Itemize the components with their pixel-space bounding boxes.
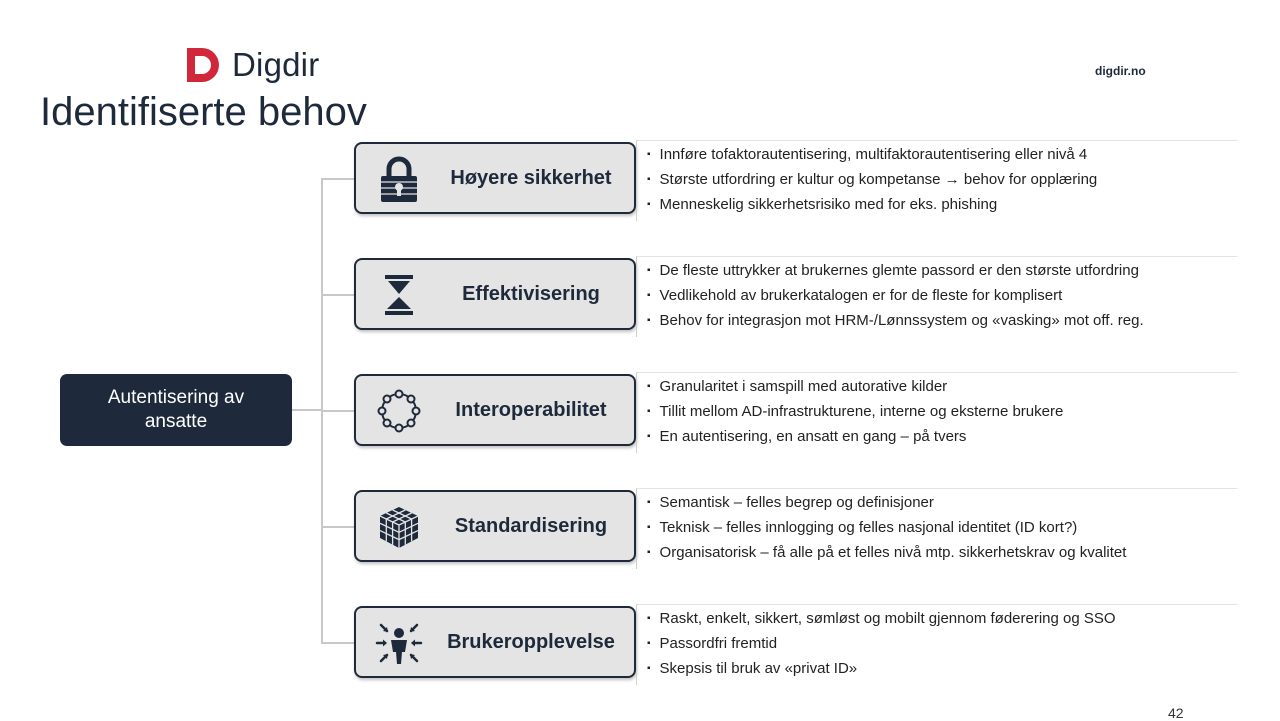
bullet-list-brukeropplevelse	[636, 604, 1237, 685]
digdir-logo	[184, 45, 319, 85]
bullet-item: ▪ Teknisk – felles innlogging og felles nasjonal identitet (ID kort?)	[647, 519, 1077, 536]
bullet-item: ▪ Menneskelig sikkerhetsrisiko med for eks. phishing	[647, 196, 997, 213]
connector-branch-2	[321, 294, 354, 296]
category-effektivisering	[354, 258, 636, 330]
connector-branch-1	[321, 178, 354, 180]
connector-branch-5	[321, 642, 354, 644]
bullet-item: ▪ En autentisering, en ansatt en gang – på tvers	[647, 428, 966, 445]
connector-root-horizontal	[292, 409, 322, 411]
root-node	[60, 374, 292, 446]
bullet-item: ▪ Organisatorisk – få alle på et felles nivå mtp. sikkerhetskrav og kvalitet	[647, 544, 1126, 561]
bullet-list-effektivisering	[636, 256, 1237, 337]
bullet-list-hoyere-sikkerhet	[636, 140, 1237, 221]
bullet-item: ▪ Vedlikehold av brukerkatalogen er for de fleste for komplisert	[647, 287, 1062, 304]
padlock-icon	[374, 154, 424, 204]
bullet-item: ▪ Passordfri fremtid	[647, 635, 777, 652]
hourglass-icon	[374, 270, 424, 320]
category-label: Interoperabilitet	[455, 398, 607, 421]
bullet-item: ▪ Skepsis til bruk av «privat ID»	[647, 660, 857, 677]
connector-branch-3	[321, 410, 354, 412]
bullet-item: ▪ Granularitet i samspill med autorative kilder	[647, 378, 947, 395]
root-label-line2: ansatte	[144, 411, 208, 432]
bullet-item: ▪ Semantisk – felles begrep og definisjoner	[647, 494, 934, 511]
digdir-d-mark-icon	[184, 46, 222, 84]
site-url: digdir.no	[1095, 64, 1146, 78]
bullet-item: ▪ Behov for integrasjon mot HRM-/Lønnssystem og «vasking» mot off. reg.	[647, 312, 1144, 329]
network-ring-icon	[374, 386, 424, 436]
brand-name: Digdir	[232, 46, 320, 83]
category-label: Standardisering	[454, 514, 608, 537]
bullet-list-standardisering	[636, 488, 1237, 569]
category-brukeropplevelse	[354, 606, 636, 678]
category-interoperabilitet	[354, 374, 636, 446]
category-label: Høyere sikkerhet	[450, 166, 612, 189]
user-focus-icon	[374, 618, 424, 668]
bullet-item: ▪ Raskt, enkelt, sikkert, sømløst og mobilt gjennom føderering og SSO	[647, 610, 1116, 627]
root-label-line1: Autentisering av	[107, 387, 245, 408]
bullet-list-interoperabilitet	[636, 372, 1237, 453]
category-label: Effektivisering	[462, 282, 600, 305]
cube-grid-icon	[374, 502, 424, 552]
bullet-item: ▪ Tillit mellom AD-infrastrukturene, interne og eksterne brukere	[647, 403, 1063, 420]
bullet-item: ▪ De fleste uttrykker at brukernes glemte passord er den største utfordring	[647, 262, 1139, 279]
page-title: Identifiserte behov	[40, 90, 367, 134]
connector-branch-4	[321, 526, 354, 528]
bullet-item: ▪ Innføre tofaktorautentisering, multifaktorautentisering eller nivå 4	[647, 146, 1087, 163]
category-label: Brukeropplevelse	[447, 630, 615, 653]
page-number: 42	[1168, 705, 1184, 721]
category-hoyere-sikkerhet	[354, 142, 636, 214]
bullet-item: ▪ Største utfordring er kultur og kompetanse → behov for opplæring	[647, 171, 1097, 188]
category-standardisering	[354, 490, 636, 562]
